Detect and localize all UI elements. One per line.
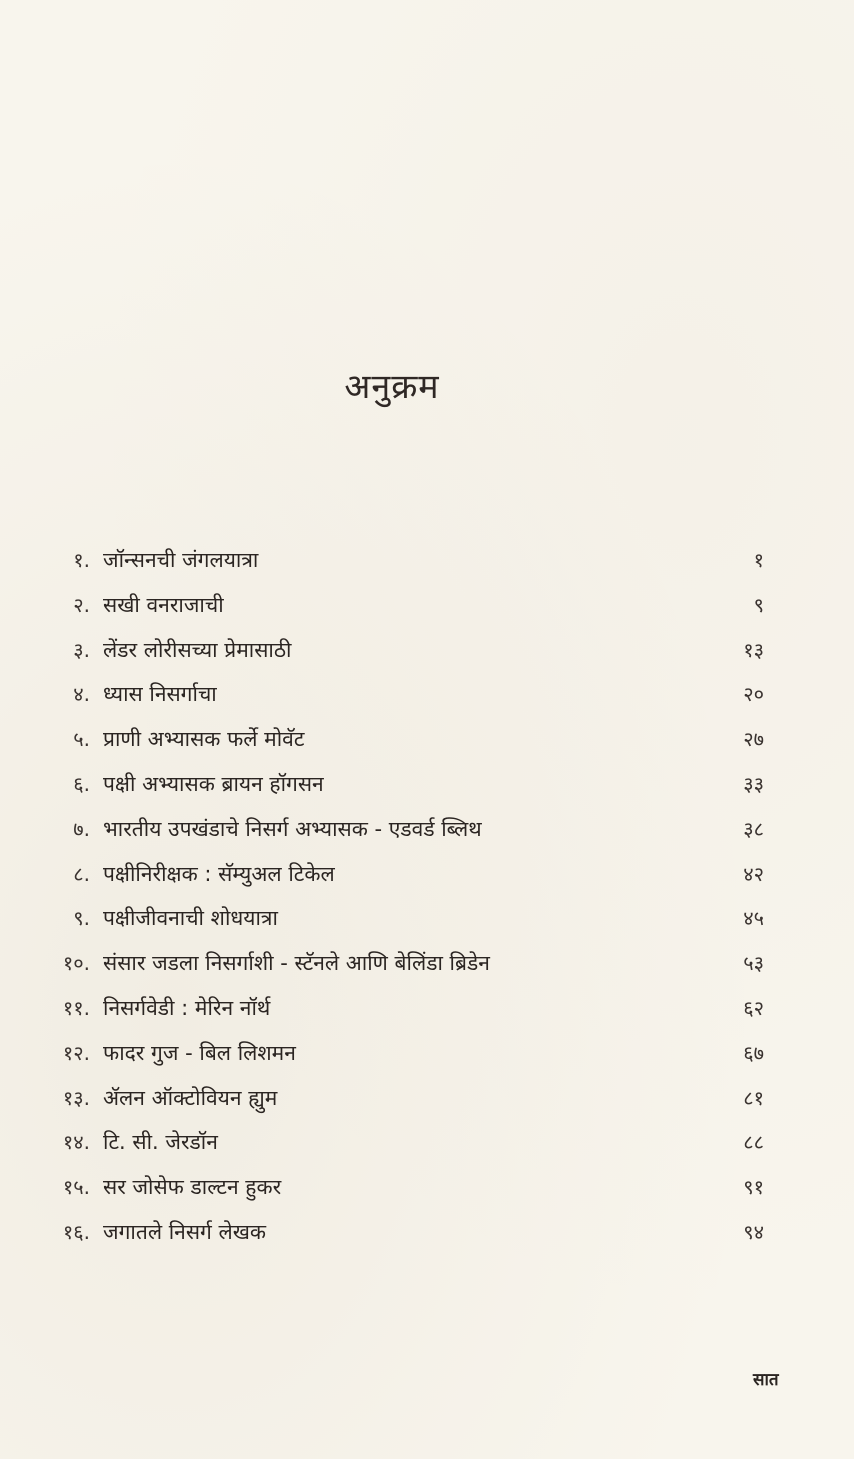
toc-entry-page: २७ xyxy=(743,727,764,752)
toc-entry xyxy=(0,807,854,852)
toc-entry xyxy=(0,1120,854,1165)
toc-entry xyxy=(0,986,854,1031)
toc-entry-number: २. xyxy=(73,592,90,617)
toc-entry-page: २० xyxy=(743,682,764,707)
toc-entry-number: १. xyxy=(73,548,90,572)
toc-entry-number: ६. xyxy=(73,771,90,796)
toc-entry-number: ८. xyxy=(73,861,90,886)
toc-entry-title: ध्यास निसर्गाचा xyxy=(103,682,217,707)
toc-entry-page: ४२ xyxy=(743,861,764,886)
toc-entry-page: १३ xyxy=(743,637,764,662)
table-of-contents xyxy=(0,538,854,1255)
toc-entry-title: पक्षीजीवनाची शोधयात्रा xyxy=(103,906,278,931)
toc-entry-title: भारतीय उपखंडाचे निसर्ग अभ्यासक - एडवर्ड ब्लिथ xyxy=(103,816,482,841)
toc-entry-title: निसर्गवेडी : मेरिन नॉर्थ xyxy=(103,995,271,1020)
toc-entry xyxy=(0,672,854,717)
toc-entry xyxy=(0,941,854,986)
toc-entry-page: ९४ xyxy=(743,1219,764,1244)
toc-entry xyxy=(0,628,854,673)
toc-entry-title: लेंडर लोरीसच्या प्रेमासाठी xyxy=(103,637,292,662)
toc-entry xyxy=(0,896,854,941)
page-title: अनुक्रम xyxy=(344,367,440,407)
toc-entry-title: सर जोसेफ डाल्टन हुकर xyxy=(103,1175,282,1200)
toc-entry xyxy=(0,1031,854,1076)
toc-entry-title: फादर गुज - बिल लिशमन xyxy=(103,1040,296,1065)
toc-entry-title: टि. सी. जेरडॉन xyxy=(103,1130,218,1155)
page-number-footer: सात xyxy=(753,1370,779,1390)
toc-entry-number: १३. xyxy=(62,1085,90,1110)
toc-entry xyxy=(0,1165,854,1210)
toc-entry-number: ५. xyxy=(73,727,90,752)
toc-entry-number: १०. xyxy=(62,951,90,976)
toc-entry-number: ९. xyxy=(73,906,90,931)
toc-entry-title: संसार जडला निसर्गाशी - स्टॅनले आणि बेलिंडा ब्रिडेन xyxy=(103,951,490,976)
toc-entry-title: पक्षी अभ्यासक ब्रायन हॉगसन xyxy=(103,771,324,796)
toc-entry-title: प्राणी अभ्यासक फर्ले मोवॅट xyxy=(103,727,305,752)
toc-entry-title: जगातले निसर्ग लेखक xyxy=(103,1219,267,1244)
toc-entry-page: ६७ xyxy=(743,1040,764,1065)
toc-entry-page: ३८ xyxy=(743,816,764,841)
toc-entry-title: सखी वनराजाची xyxy=(103,592,224,617)
toc-entry-title: ॲलन ऑक्टोवियन ह्युम xyxy=(103,1085,278,1110)
toc-entry-page: १ xyxy=(753,548,764,572)
toc-entry xyxy=(0,1076,854,1121)
toc-entry-page: ९१ xyxy=(743,1175,764,1200)
toc-entry-number: ७. xyxy=(73,816,90,841)
toc-entry-page: ८८ xyxy=(743,1130,764,1155)
toc-entry xyxy=(0,583,854,628)
toc-entry xyxy=(0,538,854,583)
toc-entry-page: ६२ xyxy=(743,995,764,1020)
toc-entry-number: ४. xyxy=(73,682,90,707)
toc-entry xyxy=(0,1210,854,1255)
toc-entry-number: १५. xyxy=(62,1175,90,1200)
toc-entry-page: ३३ xyxy=(743,771,764,796)
toc-entry-page: ८१ xyxy=(743,1085,764,1110)
toc-entry-number: १६. xyxy=(62,1219,90,1244)
toc-entry xyxy=(0,762,854,807)
toc-entry xyxy=(0,852,854,897)
toc-entry-number: ११. xyxy=(62,995,90,1020)
toc-entry-number: ३. xyxy=(73,637,90,662)
toc-entry-page: ९ xyxy=(753,592,764,617)
toc-entry-page: ५३ xyxy=(743,951,764,976)
toc-entry-number: १४. xyxy=(62,1130,90,1155)
toc-entry-title: जॉन्सनची जंगलयात्रा xyxy=(103,548,259,572)
toc-entry-page: ४५ xyxy=(743,906,764,931)
toc-entry xyxy=(0,717,854,762)
toc-entry-number: १२. xyxy=(62,1040,90,1065)
toc-entry-title: पक्षीनिरीक्षक : सॅम्युअल टिकेल xyxy=(103,861,335,886)
